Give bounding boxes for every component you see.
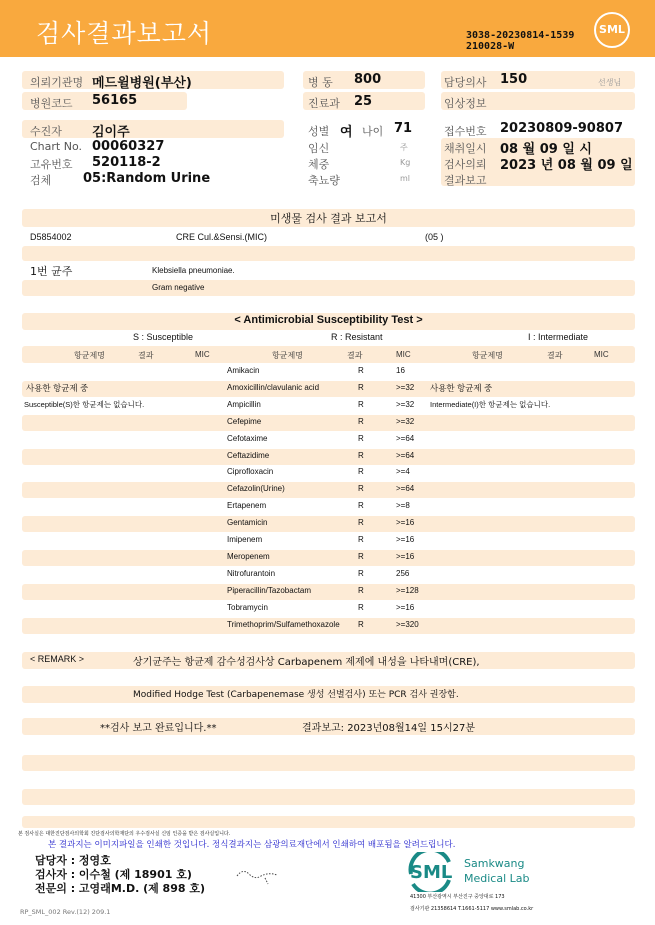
strain-label: 1번 균주: [30, 265, 73, 278]
specimen-label: 검체: [30, 174, 52, 187]
antibiotic-mic: >=16: [396, 551, 415, 561]
antibiotic-result: R: [358, 602, 364, 612]
collect-label: 채취일시: [444, 142, 487, 155]
ward-label: 병 동: [308, 76, 333, 89]
clinical-info-label: 임상정보: [444, 97, 487, 110]
antibiotic-name: Piperacillin/Tazobactam: [227, 585, 312, 595]
antibiotic-result: R: [358, 568, 364, 578]
legend-s: S : Susceptible: [133, 332, 194, 342]
lab-address: 41300 부산광역시 부산진구 중앙대로 173: [410, 894, 505, 900]
report-code: 3038-20230814-1539: [466, 30, 575, 41]
antibiotic-name: Nitrofurantoin: [227, 568, 276, 578]
antibiotic-name: Amikacin: [227, 366, 260, 375]
right-note-2: Intermediate(I)한 항균제는 없습니다.: [430, 400, 551, 409]
urine-unit: ml: [400, 174, 411, 183]
uid-label: 고유번호: [30, 158, 73, 171]
left-note-2: Susceptible(S)한 항균제는 없습니다.: [24, 400, 145, 409]
antibiotic-result: R: [358, 501, 364, 511]
antibiotic-mic: >=16: [396, 535, 415, 544]
antibiotic-mic: >=320: [396, 619, 419, 629]
micro-test: CRE Cul.&Sensi.(MIC): [176, 232, 268, 242]
doctor-value: 150: [500, 72, 528, 87]
antibiotic-result: R: [358, 518, 364, 528]
antibiotic-result: R: [358, 450, 364, 460]
dept-value: 25: [354, 94, 373, 109]
column-header-mic: MIC: [396, 350, 411, 359]
antibiotic-result: R: [358, 551, 364, 561]
antibiotic-result: R: [358, 619, 364, 629]
antibiotic-name: Gentamicin: [227, 518, 268, 528]
specimen-value: 05:Random Urine: [83, 171, 211, 186]
receipt-value: 20230809-90807: [500, 121, 623, 136]
age-value: 71: [394, 121, 413, 136]
gram-stain: Gram negative: [152, 283, 205, 292]
antibiotic-mic: >=8: [396, 501, 410, 511]
column-header-result: 결과: [547, 351, 563, 360]
antibiotic-mic: >=16: [396, 518, 415, 528]
institution-value: 메드윌병원(부산): [92, 76, 192, 91]
pregnancy-unit: 주: [400, 143, 408, 152]
right-note-1: 사용한 항균제 중: [430, 383, 493, 393]
antibiotic-result: R: [358, 535, 364, 544]
antibiotic-result: R: [358, 416, 364, 426]
dept-label: 진료과: [308, 97, 340, 110]
report-code-2: 210028-W: [466, 41, 515, 52]
antibiotic-name: Ciprofloxacin: [227, 467, 274, 477]
column-header-mic: MIC: [195, 350, 210, 359]
cert-note: 본 검사실은 대한진단검사의학회 진단검사의학재단의 우수검사실 신임 인증을 받은 검사실입니다.: [18, 831, 231, 837]
form-number: RP_SML_002 Rev.(12) 209.1: [20, 908, 111, 916]
column-header-name: 항균제명: [472, 351, 503, 360]
antibiotic-mic: >=16: [396, 602, 415, 612]
column-header-mic: MIC: [594, 350, 609, 359]
lab-contact: 검사기관 21358614 T.1661-5117 www.smlab.co.kr: [410, 906, 534, 912]
notice: 본 결과지는 이미지파일을 인쇄한 것입니다. 정식결과지는 삼광의료재단에서 인쇄하여 배포됨을 알려드립니다.: [48, 840, 456, 850]
antibiotic-name: Tobramycin: [227, 602, 268, 612]
antibiotic-result: R: [358, 585, 364, 595]
antibiotic-mic: >=32: [396, 382, 415, 392]
column-header-result: 결과: [138, 351, 154, 360]
micro-id: D5854002: [30, 232, 72, 242]
micro-code: (05 ): [425, 232, 444, 242]
weight-label: 체중: [308, 158, 330, 171]
doctor-suffix: 선생님: [598, 78, 622, 87]
legend-i: I : Intermediate: [528, 332, 589, 342]
staff: 담당자 : 정영호: [35, 854, 111, 867]
antibiotic-name: Trimethoprim/Sulfamethoxazole: [227, 619, 340, 629]
column-header-result: 결과: [347, 351, 363, 360]
report-title: 검사결과보고서: [36, 19, 213, 48]
result-report-label: 결과보고: [444, 174, 487, 187]
sml-logo-icon: SML: [594, 12, 630, 48]
antibiotic-name: Cefotaxime: [227, 433, 268, 443]
tester: 검사자 : 이수철 (제 18901 호): [35, 868, 192, 881]
antibiotic-name: Ertapenem: [227, 501, 267, 511]
antibiotic-mic: 256: [396, 568, 410, 578]
antibiotic-result: R: [358, 433, 364, 443]
antibiotic-result: R: [358, 382, 364, 392]
antibiotic-name: Meropenem: [227, 551, 270, 561]
antibiotic-name: Amoxicillin/clavulanic acid: [227, 382, 320, 392]
antibiotic-name: Cefepime: [227, 416, 262, 426]
request-value: 2023 년 08 월 09 일: [500, 158, 633, 173]
hospital-code-value: 56165: [92, 93, 138, 108]
doctor-label: 담당의사: [444, 76, 487, 89]
antibiotic-mic: 16: [396, 366, 405, 375]
remark-label: < REMARK >: [30, 654, 85, 664]
antibiotic-mic: >=32: [396, 399, 415, 409]
patient-value: 김이주: [92, 125, 130, 140]
column-header-name: 항균제명: [272, 351, 303, 360]
specialist: 전문의 : 고영래M.D. (제 898 호): [35, 882, 206, 895]
hospital-code-label: 병원코드: [30, 97, 73, 110]
pregnancy-label: 임신: [308, 142, 330, 155]
antibiotic-result: R: [358, 399, 364, 409]
antibiotic-name: Ampicillin: [227, 399, 261, 409]
urine-label: 축뇨량: [308, 174, 340, 187]
sex-value: 여: [340, 125, 353, 140]
antibiotic-mic: >=64: [396, 450, 415, 460]
left-note-1: 사용한 항균제 중: [26, 383, 89, 393]
ward-value: 800: [354, 72, 382, 87]
collect-value: 08 월 09 일 시: [500, 142, 592, 157]
antibiotic-mic: >=4: [396, 467, 410, 477]
legend-r: R : Resistant: [331, 332, 383, 342]
lab-name-2: Medical Lab: [464, 872, 530, 885]
report-time: 결과보고: 2023년08월14일 15시27분: [302, 723, 476, 734]
remark-line-2: Modified Hodge Test (Carbapenemase 생성 선별검사) 또는 PCR 검사 권장함.: [133, 690, 459, 700]
report-complete: **검사 보고 완료입니다.**: [100, 723, 217, 734]
antibiotic-result: R: [358, 484, 364, 494]
age-label: 나이: [362, 125, 384, 138]
uid-value: 520118-2: [92, 155, 161, 170]
antibiotic-name: Imipenem: [227, 535, 263, 544]
antibiotic-mic: >=64: [396, 433, 415, 443]
remark-line-1: 상기균주는 항균제 감수성검사상 Carbapenem 제제에 내성을 나타내며(CRE),: [133, 657, 480, 668]
antibiotic-result: R: [358, 467, 364, 477]
signature-icon: [235, 866, 280, 886]
antibiotic-name: Cefazolin(Urine): [227, 484, 285, 494]
lab-name-1: Samkwang: [464, 857, 525, 870]
antibiotic-mic: >=64: [396, 484, 415, 494]
sex-label: 성별: [308, 125, 330, 138]
weight-unit: Kg: [400, 158, 411, 167]
micro-title: 미생물 검사 결과 보고서: [270, 212, 387, 225]
chart-label: Chart No.: [30, 140, 82, 153]
institution-label: 의뢰기관명: [30, 76, 84, 89]
antibiotic-name: Ceftazidime: [227, 450, 270, 460]
patient-label: 수진자: [30, 125, 62, 138]
antibiotic-mic: >=128: [396, 585, 419, 595]
receipt-label: 접수번호: [444, 125, 487, 138]
antibiotic-mic: >=32: [396, 416, 415, 426]
column-header-name: 항균제명: [74, 351, 105, 360]
request-label: 검사의뢰: [444, 158, 487, 171]
organism: Klebsiella pneumoniae.: [152, 266, 235, 275]
chart-value: 00060327: [92, 139, 165, 154]
sml-lab-logo: SML: [410, 862, 453, 883]
ast-title: < Antimicrobial Susceptibility Test >: [234, 314, 423, 326]
antibiotic-result: R: [358, 366, 364, 375]
